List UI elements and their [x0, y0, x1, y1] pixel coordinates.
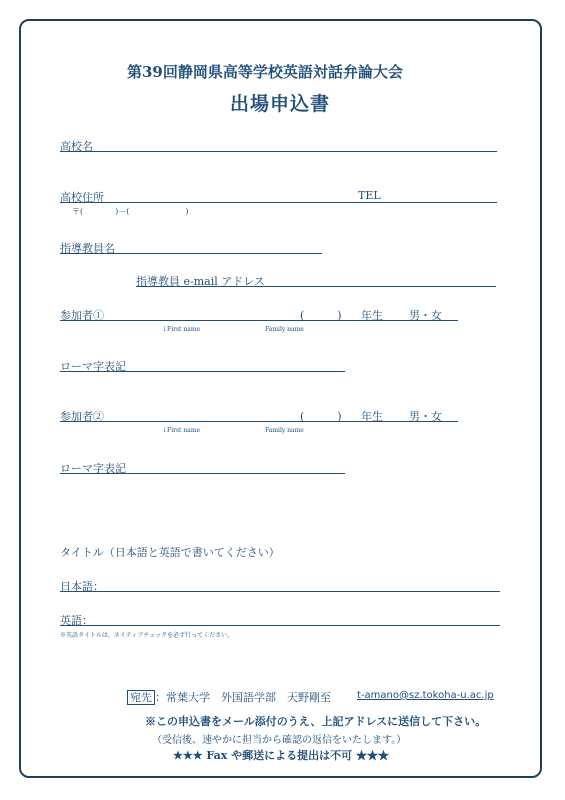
title-english-note: ※英語タイトルは、ネイティブチェックを必ず行ってください。: [60, 632, 234, 639]
address-label-box: 宛先: [127, 690, 155, 705]
school-name-line[interactable]: [60, 151, 497, 152]
school-address-line[interactable]: [60, 202, 497, 203]
participant2-family-name-hint: Family name: [265, 427, 304, 434]
title-english-line[interactable]: [60, 625, 500, 626]
form-title: 出場申込書: [230, 93, 331, 115]
participant2-romaji-label: ローマ字表記: [60, 462, 126, 475]
participant2-label: 参加者②: [60, 410, 104, 423]
teacher-name-label: 指導教員名: [60, 242, 115, 255]
participant1-first-name-hint: ↓First name: [162, 326, 201, 333]
title-section-heading: タイトル（日本語と英語で書いてください）: [60, 546, 280, 559]
notice-no-fax: ★★★ Fax や郵送による提出は不可 ★★★: [173, 749, 389, 762]
participant1-romaji-label: ローマ字表記: [60, 360, 126, 373]
notice-send-instruction: ※この申込書をメール添付のうえ、上記アドレスに送信して下さい。: [145, 715, 487, 728]
teacher-email-label: 指導教員 e-mail アドレス: [136, 275, 265, 288]
address-text: ：常葉大学 外国語学部 天野剛至: [155, 691, 331, 704]
participant1-age-bracket: ( ): [300, 309, 342, 322]
contest-title: 第39回静岡県高等学校英語対話弁論大会: [127, 63, 403, 81]
tel-label: TEL: [358, 189, 381, 202]
title-japanese-line[interactable]: [60, 591, 500, 592]
title-english-label: 英語：: [60, 614, 93, 627]
notice-confirmation: （受信後、速やかに担当から確認の返信をいたします。）: [152, 735, 407, 746]
participant1-gender[interactable]: 男・女: [409, 309, 442, 322]
participant1-line[interactable]: [60, 320, 458, 321]
contact-email-link[interactable]: t-amano@sz.tokoha-u.ac.jp: [357, 690, 494, 701]
teacher-email-line[interactable]: [136, 286, 496, 287]
school-address-label: 高校住所: [60, 191, 104, 204]
participant1-label: 参加者①: [60, 309, 104, 322]
participant2-age-suffix: 年生: [361, 410, 383, 423]
teacher-name-line[interactable]: [60, 253, 322, 254]
participant2-first-name-hint: ↓First name: [162, 427, 201, 434]
participant1-romaji-line[interactable]: [60, 371, 345, 372]
participant1-age-suffix: 年生: [361, 309, 383, 322]
participant2-line[interactable]: [60, 421, 458, 422]
form-frame: [19, 19, 542, 778]
address-line: [127, 689, 331, 705]
participant1-family-name-hint: Family name: [265, 326, 304, 333]
school-name-label: 高校名: [60, 140, 93, 153]
participant2-gender[interactable]: 男・女: [409, 410, 442, 423]
participant2-age-bracket: ( ): [300, 410, 342, 423]
postal-code-line: 〒( )－( ): [72, 207, 189, 216]
title-japanese-label: 日本語：: [60, 580, 104, 593]
participant2-romaji-line[interactable]: [60, 473, 345, 474]
